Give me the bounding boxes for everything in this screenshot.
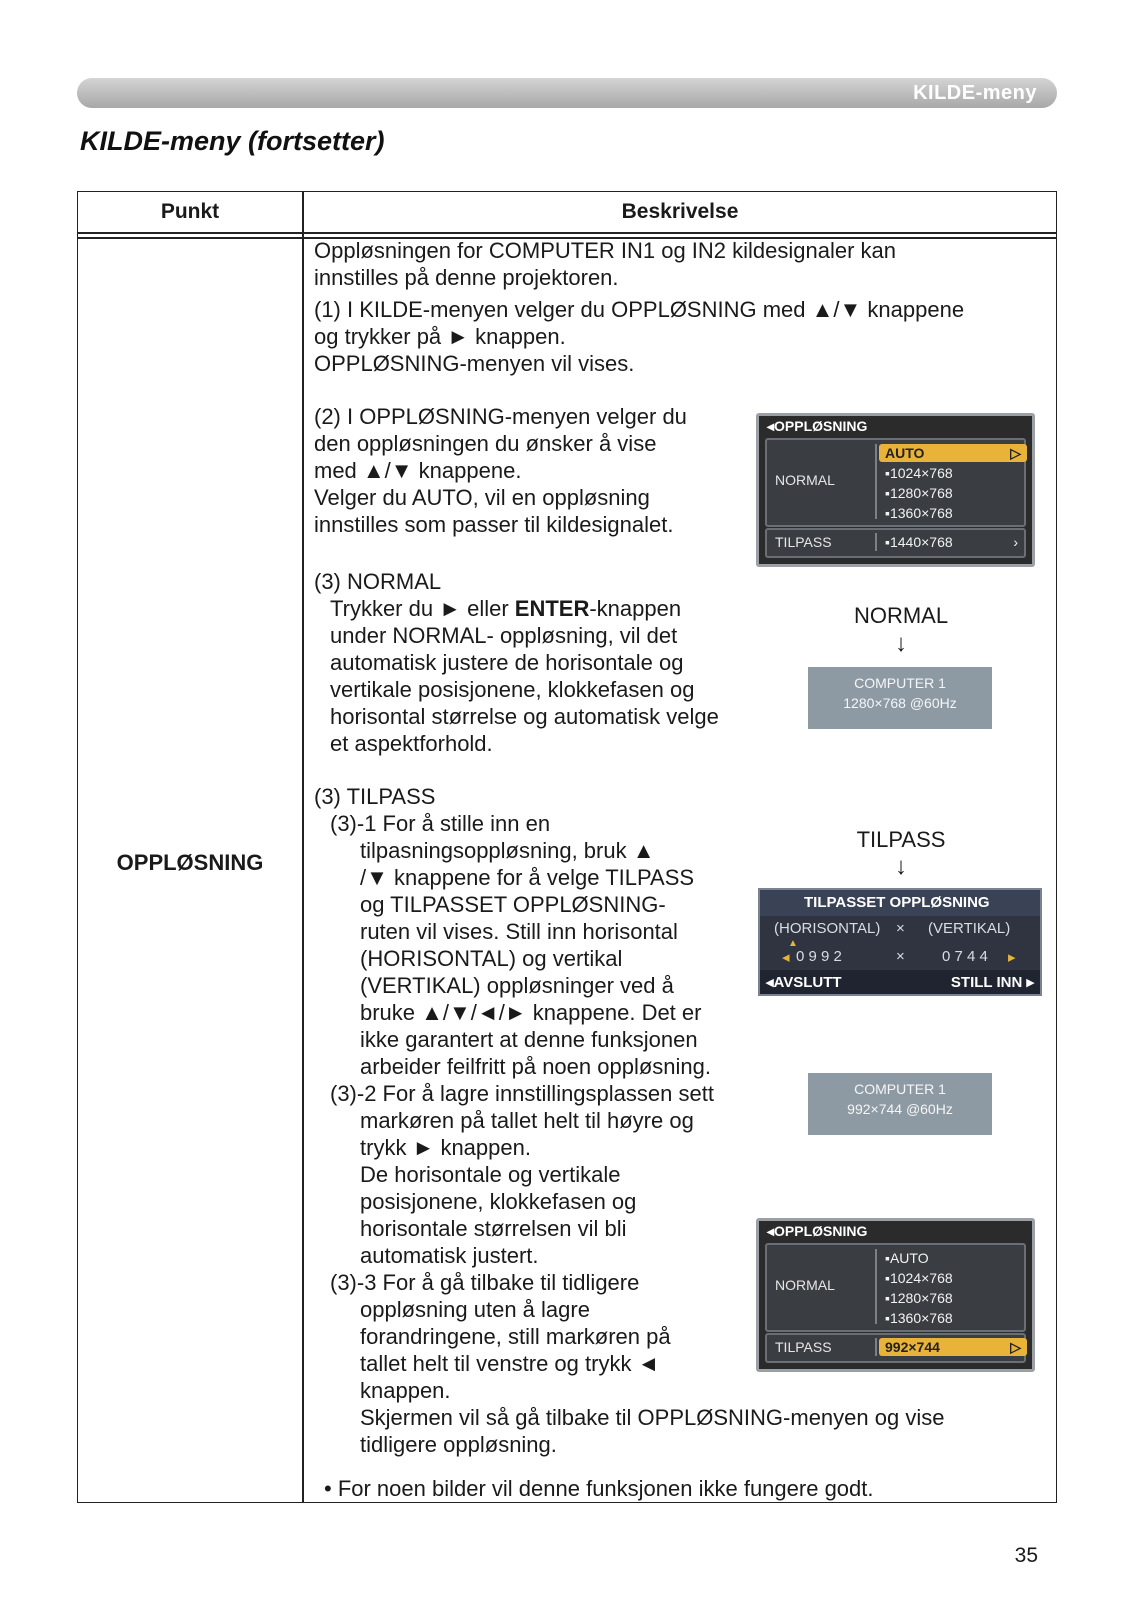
- store-label: STILL INN ▸: [950, 974, 1034, 991]
- step3-2-lead: (3)-2 For å lagre innstillingsplassen sett: [330, 1081, 714, 1106]
- step3-normal-lead: Trykker du ► eller ENTER-knappen: [330, 596, 682, 621]
- osd-selected-auto: AUTO ▷: [879, 444, 1027, 462]
- chevron-right-icon: ›: [1013, 534, 1018, 550]
- osd-divider: [875, 444, 877, 519]
- osd-selected-custom: 992×744 ▷: [879, 1338, 1027, 1356]
- info-box-custom: [808, 1073, 992, 1135]
- osd-custom-title: TILPASSET OPPLØSNING: [804, 894, 990, 911]
- osd-divider: [875, 1249, 877, 1324]
- info-resolution: 992×744 @60Hz: [847, 1101, 953, 1117]
- times-sign: ×: [896, 920, 905, 937]
- up-arrow-icon: ▲: [788, 938, 798, 949]
- step3-2-body: markøren på tallet helt til høyre og trykk ► knappen. De horisontale og vertikale posisjonene, klokkefasen og horisontale størrelsen vil bli automatisk justert.: [360, 1108, 694, 1268]
- osd-option: ▪1360×768: [885, 1310, 953, 1326]
- osd-option: ▪1360×768: [885, 505, 953, 521]
- note-text: • For noen bilder vil denne funksjonen ikke fungere godt.: [324, 1476, 874, 1501]
- step3-3-lead: (3)-3 For å gå tilbake til tidligere: [330, 1270, 640, 1295]
- osd-resolution-menu: [756, 413, 1035, 567]
- osd-option-auto: ▪AUTO: [885, 1250, 929, 1266]
- vertical-value: 0 7 4 4: [942, 948, 988, 965]
- osd-option: ▪1280×768: [885, 1290, 953, 1306]
- info-box-normal: [808, 667, 992, 729]
- section-label: KILDE-meny: [913, 82, 1037, 104]
- osd-tilpass-panel: [765, 1333, 1026, 1363]
- step3-normal-heading: (3) NORMAL: [314, 569, 442, 594]
- osd-option: ▪1024×768: [885, 465, 953, 481]
- normal-caption: NORMAL: [853, 603, 949, 628]
- header-rule: [78, 232, 1056, 234]
- down-arrow-icon: ↓: [895, 630, 907, 657]
- info-source: COMPUTER 1: [854, 1081, 946, 1097]
- intro-text: Oppløsningen for COMPUTER IN1 og IN2 kildesignaler kan innstilles på denne projektoren.: [314, 238, 897, 290]
- right-arrow-icon: ▸: [1008, 949, 1016, 966]
- osd-normal-label: NORMAL: [775, 472, 835, 488]
- item-name: OPPLØSNING: [116, 850, 264, 875]
- step3-tilpass-heading: (3) TILPASS: [314, 784, 436, 809]
- section-header-band: [77, 78, 1057, 108]
- osd-option: ▪1280×768: [885, 485, 953, 501]
- osd-custom-footer: [760, 970, 1040, 994]
- osd-divider: [875, 1338, 877, 1356]
- times-sign: ×: [896, 948, 905, 965]
- osd-normal-panel: [765, 1243, 1026, 1332]
- tilpass-caption: TILPASS: [856, 827, 946, 852]
- osd-divider: [875, 533, 877, 551]
- osd-title: ◂OPPLØSNING: [767, 418, 868, 434]
- osd-tilpass-value: ▪1440×768: [885, 534, 953, 550]
- page-title: KILDE-meny (fortsetter): [80, 126, 385, 156]
- osd-custom-resolution: [758, 888, 1042, 996]
- horizontal-label: (HORISONTAL): [774, 920, 881, 937]
- osd-title: ◂OPPLØSNING: [767, 1223, 868, 1239]
- left-arrow-icon: ◂: [782, 949, 790, 966]
- enter-key-label: ENTER: [514, 596, 590, 621]
- step3-3-body: oppløsning uten å lagre forandringene, still markøren på tallet helt til venstre og trykk ◄ knappen. Skjermen vil så gå tilbake til OPPLØSNING-menyen og vise tidligere oppløsning.: [360, 1297, 945, 1457]
- osd-tilpass-panel: [765, 528, 1026, 558]
- osd-normal-panel: [765, 438, 1026, 527]
- page-number: 35: [1014, 1544, 1038, 1567]
- column-header-description: Beskrivelse: [621, 200, 739, 223]
- column-header-item: Punkt: [160, 200, 220, 223]
- osd-option: ▪1024×768: [885, 1270, 953, 1286]
- exit-label: ◂AVSLUTT: [766, 974, 842, 991]
- step1-text: (1) I KILDE-menyen velger du OPPLØSNING med ▲/▼ knappene og trykker på ► knappen. OPPLØSNING-menyen vil vises.: [314, 297, 965, 376]
- info-source: COMPUTER 1: [854, 675, 946, 691]
- osd-normal-label: NORMAL: [775, 1277, 835, 1293]
- step3-1-body: tilpasningsoppløsning, bruk ▲ /▼ knappene for å velge TILPASS og TILPASSET OPPLØSNING- ruten vil vises. Still inn horisontal (HORISONTAL) og vertikal (VERTIKAL) oppløsninger ved å bruke ▲/▼/◄/► knappene. Det er ikke garantert at denne funksjonen arbeider feilfritt på noen oppløsning.: [360, 838, 711, 1079]
- osd-tilpass-label: TILPASS: [775, 1339, 832, 1355]
- horizontal-value: 0 9 9 2: [796, 948, 842, 965]
- column-divider: [302, 192, 304, 1502]
- osd-resolution-menu-updated: [756, 1218, 1035, 1372]
- step3-normal-body: under NORMAL- oppløsning, vil det automatisk justere de horisontale og vertikale posisjonene, klokkefasen og horisontal størrelse og automatisk velge et aspektforhold.: [330, 623, 719, 756]
- down-arrow-icon: ↓: [895, 853, 907, 880]
- vertical-label: (VERTIKAL): [928, 920, 1011, 937]
- step3-1-lead: (3)-1 For å stille inn en: [330, 811, 551, 836]
- step2-text: (2) I OPPLØSNING-menyen velger du den oppløsningen du ønsker å vise med ▲/▼ knappene. Velger du AUTO, vil en oppløsning innstilles som passer til kildesignalet.: [314, 404, 687, 537]
- osd-tilpass-label: TILPASS: [775, 534, 832, 550]
- info-resolution: 1280×768 @60Hz: [843, 695, 957, 711]
